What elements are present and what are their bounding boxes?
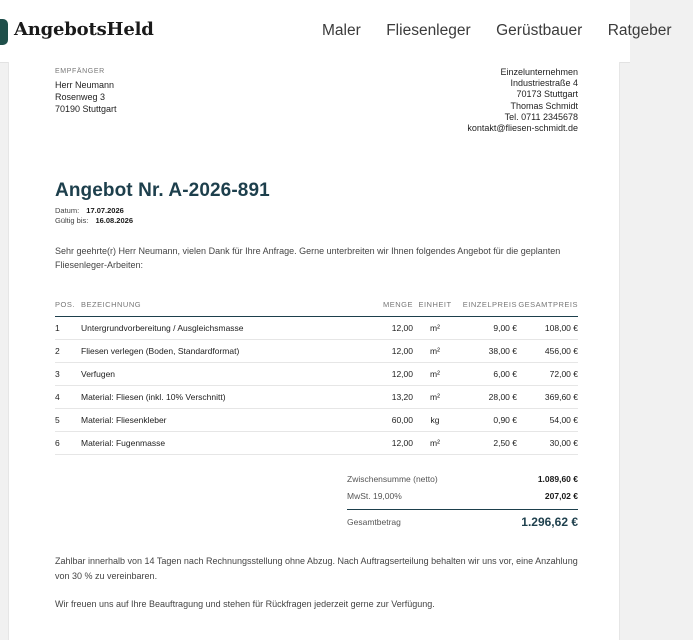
brand-logo[interactable]: AngebotsHeld <box>14 19 154 40</box>
vat-label: MwSt. 19,00% <box>347 490 402 501</box>
nav-link-ratgeber[interactable]: Ratgeber <box>607 22 672 39</box>
totals-area <box>55 470 578 540</box>
cell-quantity: 13,20 <box>357 386 413 409</box>
cell-unit: m² <box>413 317 457 340</box>
grand-total-value: 1.296,62 € <box>521 515 578 529</box>
items-table-wrapper <box>55 298 578 455</box>
offer-valid-label: Gültig bis: <box>55 216 89 225</box>
cell-pos: 2 <box>55 340 81 363</box>
cell-unit-price: 2,50 € <box>457 432 517 455</box>
offer-valid-row <box>55 216 578 226</box>
cell-quantity: 12,00 <box>357 363 413 386</box>
grand-total-row <box>347 509 578 534</box>
cell-pos: 6 <box>55 432 81 455</box>
vat-value: 207,02 € <box>544 490 578 501</box>
closing-note: Wir freuen uns auf Ihre Beauftragung und stehen für Rückfragen jederzeit gerne zur Verfügung. <box>55 599 435 609</box>
cell-total-price: 72,00 € <box>517 363 578 386</box>
header-total-price: GESAMTPREIS <box>517 298 578 317</box>
cell-unit: m² <box>413 432 457 455</box>
table-row <box>55 432 578 455</box>
sender-city: 70173 Stuttgart <box>516 89 578 100</box>
grand-total-label: Gesamtbetrag <box>347 517 401 527</box>
offer-document <box>8 62 620 640</box>
recipient-name: Herr Neumann <box>55 80 115 90</box>
cell-unit-price: 9,00 € <box>457 317 517 340</box>
cell-unit-price: 28,00 € <box>457 386 517 409</box>
cell-total-price: 30,00 € <box>517 432 578 455</box>
cell-unit-price: 38,00 € <box>457 340 517 363</box>
cell-description: Material: Fliesenkleber <box>81 409 357 432</box>
nav-link-maler[interactable]: Maler <box>322 22 361 39</box>
offer-intro: Sehr geehrte(r) Herr Neumann, vielen Dank für Ihre Anfrage. Gerne unterbreiten wir Ihnen folgendes Angebot für die geplanten Fliesenleger-Arbeiten: <box>55 246 561 270</box>
cell-description: Fliesen verlegen (Boden, Standardformat) <box>81 340 357 363</box>
cell-pos: 1 <box>55 317 81 340</box>
cell-pos: 4 <box>55 386 81 409</box>
offer-title: Angebot Nr. A-2026-891 <box>55 180 270 201</box>
nav-link-fliesenleger[interactable]: Fliesenleger <box>386 22 471 39</box>
cell-description: Material: Fugenmasse <box>81 432 357 455</box>
cell-total-price: 456,00 € <box>517 340 578 363</box>
recipient-street: Rosenweg 3 <box>55 92 106 102</box>
offer-date-row <box>55 206 578 216</box>
cell-unit: m² <box>413 386 457 409</box>
cell-unit: m² <box>413 363 457 386</box>
cell-description: Material: Fliesen (inkl. 10% Verschnitt) <box>81 386 357 409</box>
cell-quantity: 12,00 <box>357 317 413 340</box>
offer-header <box>55 180 578 226</box>
sender-phone: Tel. 0711 2345678 <box>504 111 578 122</box>
main-nav <box>322 22 693 40</box>
vat-row <box>347 487 578 504</box>
cell-total-price: 108,00 € <box>517 317 578 340</box>
header-quantity: MENGE <box>357 298 413 317</box>
table-row <box>55 363 578 386</box>
offer-valid-value: 16.08.2026 <box>95 216 133 225</box>
table-row <box>55 340 578 363</box>
table-row <box>55 386 578 409</box>
cell-pos: 5 <box>55 409 81 432</box>
cell-quantity: 12,00 <box>357 432 413 455</box>
cell-description: Untergrundvorbereitung / Ausgleichsmasse <box>81 317 357 340</box>
subtotal-value: 1.089,60 € <box>537 473 578 484</box>
table-row <box>55 317 578 340</box>
subtotal-label: Zwischensumme (netto) <box>347 473 438 484</box>
cell-unit-price: 0,90 € <box>457 409 517 432</box>
cell-unit-price: 6,00 € <box>457 363 517 386</box>
sender-block <box>467 67 578 134</box>
offer-date-value: 17.07.2026 <box>86 206 124 215</box>
sender-email: kontakt@fliesen-schmidt.de <box>467 123 578 134</box>
totals-block <box>347 470 578 534</box>
top-navigation-bar <box>0 0 672 63</box>
table-header-row <box>55 298 578 317</box>
header-unit-price: EINZELPREIS <box>457 298 517 317</box>
cell-pos: 3 <box>55 363 81 386</box>
header-unit: EINHEIT <box>413 298 457 317</box>
cell-quantity: 60,00 <box>357 409 413 432</box>
sender-company-type: Einzelunternehmen <box>500 67 578 77</box>
cell-total-price: 369,60 € <box>517 386 578 409</box>
logo-mark-icon[interactable] <box>0 19 8 45</box>
sender-name: Thomas Schmidt <box>510 100 578 111</box>
offer-date-label: Datum: <box>55 206 80 215</box>
header-description: BEZEICHNUNG <box>81 298 357 317</box>
table-row <box>55 409 578 432</box>
cell-unit: m² <box>413 340 457 363</box>
header-pos: POS. <box>55 298 81 317</box>
cell-quantity: 12,00 <box>357 340 413 363</box>
cell-unit: kg <box>413 409 457 432</box>
cell-description: Verfugen <box>81 363 357 386</box>
sender-street: Industriestraße 4 <box>510 78 578 89</box>
nav-link-geruestbauer[interactable]: Gerüstbauer <box>496 22 583 39</box>
recipient-city: 70190 Stuttgart <box>55 104 117 114</box>
subtotal-row <box>347 470 578 487</box>
cell-total-price: 54,00 € <box>517 409 578 432</box>
items-table <box>55 298 578 455</box>
recipient-label: EMPFÄNGER <box>55 68 105 75</box>
payment-terms: Zahlbar innerhalb von 14 Tagen nach Rechnungsstellung ohne Abzug. Nach Auftragserteilung behalten wir uns vor, eine Anzahlung von 30 % zu vereinbaren. <box>55 556 578 581</box>
